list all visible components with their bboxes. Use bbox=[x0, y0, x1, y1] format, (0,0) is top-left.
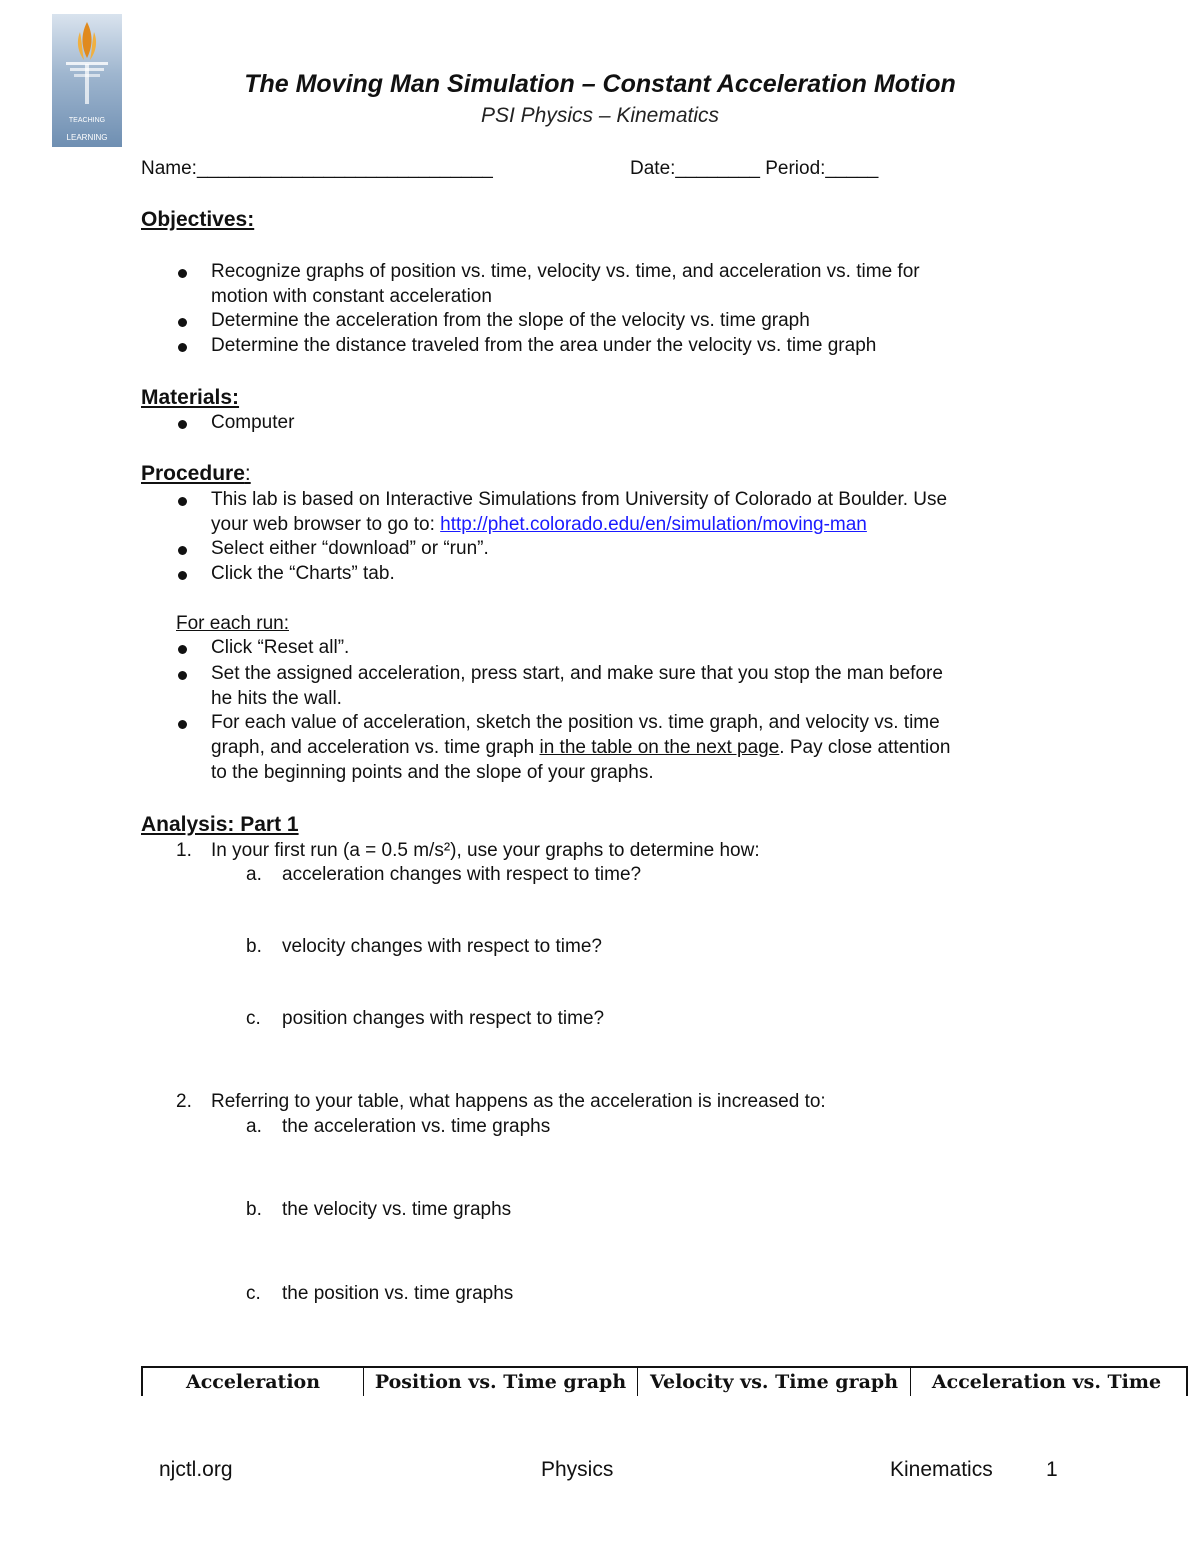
procedure-heading: Procedure bbox=[141, 462, 245, 485]
run-item-3-underlined: in the table on the next page bbox=[539, 737, 780, 758]
procedure-heading-wrap bbox=[141, 462, 251, 486]
objective-2: Determine the acceleration from the slope of the velocity vs. time graph bbox=[211, 310, 810, 331]
q1-sub-c: position changes with respect to time? bbox=[282, 1008, 605, 1029]
run-item-2-line-2: he hits the wall. bbox=[211, 688, 342, 709]
run-item-3-suffix: . Pay close attention bbox=[779, 737, 951, 758]
question-1-number: 1. bbox=[176, 840, 192, 861]
q1-sub-a: acceleration changes with respect to time? bbox=[282, 864, 642, 885]
footer-subject: Physics bbox=[541, 1458, 614, 1481]
run-item-3-line-1: For each value of acceleration, sketch the position vs. time graph, and velocity vs. time bbox=[211, 712, 940, 733]
table-header-acceleration-time: Acceleration vs. Time bbox=[931, 1371, 1162, 1393]
run-item-3-line-2 bbox=[211, 737, 950, 759]
q2-sub-b-letter: b. bbox=[246, 1199, 262, 1220]
question-2-number: 2. bbox=[176, 1091, 192, 1112]
q2-sub-a-letter: a. bbox=[246, 1116, 262, 1137]
bullet-icon bbox=[178, 269, 187, 278]
table-header-velocity: Velocity vs. Time graph bbox=[638, 1368, 911, 1396]
for-each-run-label: For each run: bbox=[176, 613, 289, 634]
run-item-2-line-1: Set the assigned acceleration, press start, and make sure that you stop the man before bbox=[211, 663, 943, 684]
name-field[interactable]: Name:____________________________ bbox=[141, 158, 493, 179]
procedure-item-1-line-2 bbox=[211, 514, 867, 536]
bullet-icon bbox=[178, 720, 187, 729]
q2-sub-a: the acceleration vs. time graphs bbox=[282, 1116, 551, 1137]
bullet-icon bbox=[178, 343, 187, 352]
bullet-icon bbox=[178, 671, 187, 680]
q1-sub-b: velocity changes with respect to time? bbox=[282, 936, 602, 957]
phet-link[interactable]: http://phet.colorado.edu/en/simulation/moving-man bbox=[440, 514, 867, 535]
analysis-heading: Analysis: Part 1 bbox=[141, 813, 299, 836]
materials-item: Computer bbox=[211, 412, 295, 433]
run-item-1: Click “Reset all”. bbox=[211, 637, 350, 658]
footer-unit: Kinematics bbox=[890, 1458, 993, 1481]
procedure-item-1-line-1: This lab is based on Interactive Simulations from University of Colorado at Boulder. Use bbox=[211, 489, 948, 510]
objective-1-line-2: motion with constant acceleration bbox=[211, 286, 492, 307]
page-title: The Moving Man Simulation – Constant Acceleration Motion bbox=[244, 70, 956, 98]
bullet-icon bbox=[178, 571, 187, 580]
q2-sub-c-letter: c. bbox=[246, 1283, 261, 1304]
q1-sub-b-letter: b. bbox=[246, 936, 262, 957]
page-number: 1 bbox=[1046, 1458, 1058, 1481]
procedure-item-3: Click the “Charts” tab. bbox=[211, 563, 395, 584]
q2-sub-b: the velocity vs. time graphs bbox=[282, 1199, 512, 1220]
footer-site: njctl.org bbox=[159, 1458, 233, 1481]
q1-sub-a-letter: a. bbox=[246, 864, 262, 885]
bullet-icon bbox=[178, 420, 187, 429]
date-period-field[interactable]: Date:________ Period:_____ bbox=[630, 158, 879, 179]
bullet-icon bbox=[178, 645, 187, 654]
question-2-text: Referring to your table, what happens as the acceleration is increased to: bbox=[211, 1091, 826, 1112]
procedure-item-2: Select either “download” or “run”. bbox=[211, 538, 489, 559]
table-header-acceleration: Acceleration bbox=[143, 1368, 364, 1396]
objectives-heading: Objectives: bbox=[141, 208, 255, 231]
table-header-position: Position vs. Time graph bbox=[364, 1368, 638, 1396]
objective-3: Determine the distance traveled from the area under the velocity vs. time graph bbox=[211, 335, 877, 356]
graph-table-header bbox=[141, 1366, 1188, 1396]
svg-text:LEARNING: LEARNING bbox=[66, 133, 108, 142]
question-1-text: In your first run (a = 0.5 m/s²), use your graphs to determine how: bbox=[211, 840, 760, 861]
procedure-colon: : bbox=[244, 462, 251, 485]
page-subtitle: PSI Physics – Kinematics bbox=[480, 104, 720, 127]
svg-text:TEACHING: TEACHING bbox=[68, 117, 106, 124]
bullet-icon bbox=[178, 546, 187, 555]
bullet-icon bbox=[178, 497, 187, 506]
q1-sub-c-letter: c. bbox=[246, 1008, 261, 1029]
bullet-icon bbox=[178, 318, 187, 327]
run-item-3-text: graph, and acceleration vs. time graph bbox=[211, 737, 540, 758]
objective-1-line-1: Recognize graphs of position vs. time, velocity vs. time, and acceleration vs. time for bbox=[211, 261, 920, 282]
materials-heading: Materials: bbox=[141, 386, 240, 409]
run-item-3-line-3: to the beginning points and the slope of your graphs. bbox=[211, 762, 654, 783]
q2-sub-c: the position vs. time graphs bbox=[282, 1283, 514, 1304]
procedure-item-1-text: your web browser to go to: bbox=[211, 514, 441, 535]
